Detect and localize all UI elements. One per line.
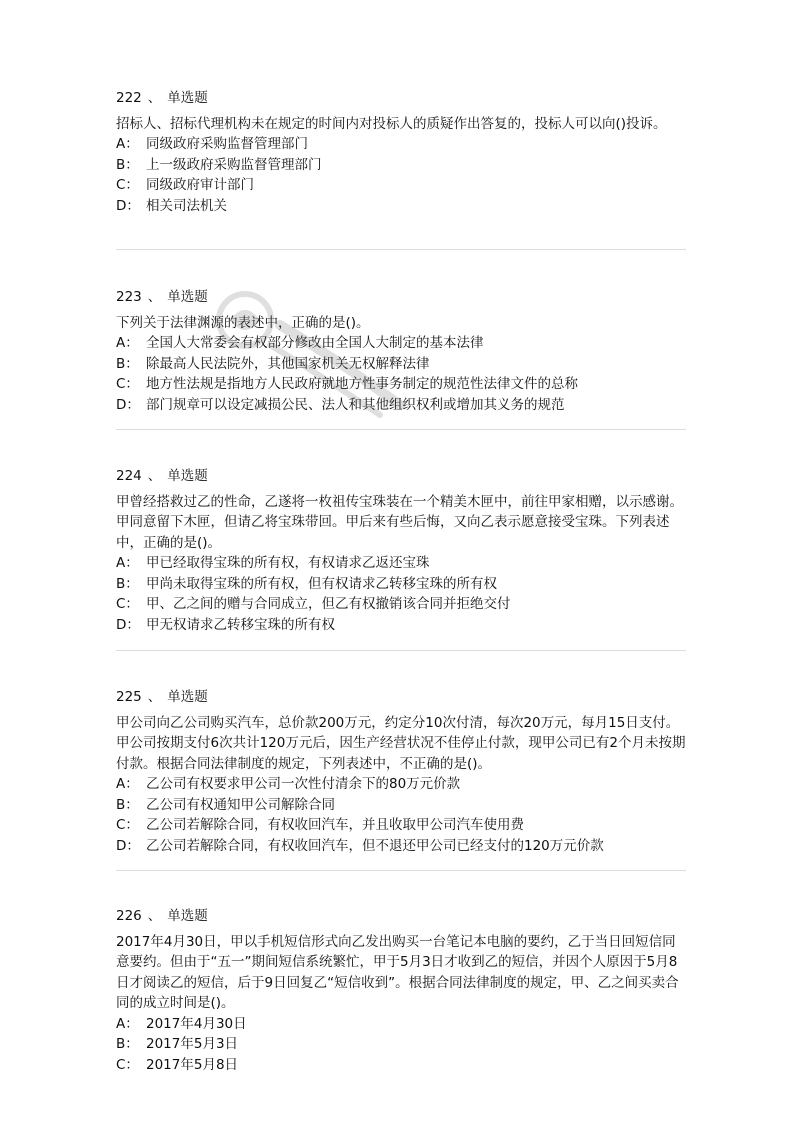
question-stem: 甲公司向乙公司购买汽车，总价款200万元，约定分10次付清，每次20万元，每月15日支付。甲公司按期支付6次共计120万元后，因生产经营状况不佳停止付款，现甲公司已有2个月未按期付款。根据合同法律制度的规定，下列表述中，不正确的是()。	[116, 714, 686, 772]
question-stem: 招标人、招标代理机构未在规定的时间内对投标人的质疑作出答复的，投标人可以向()投诉。	[116, 115, 667, 132]
option-letter: B：	[116, 156, 139, 173]
option-text: 乙公司有权通知甲公司解除合同	[146, 796, 335, 813]
option-letter: C：	[116, 596, 139, 612]
option-a	[116, 553, 686, 574]
question-224	[116, 466, 686, 635]
question-225	[116, 687, 686, 856]
question-type: 单选题	[167, 90, 208, 106]
option-text: 2017年5月8日	[146, 1056, 239, 1073]
option-text: 2017年4月30日	[146, 1015, 247, 1032]
question-type: 单选题	[167, 908, 208, 924]
question-type: 单选题	[167, 468, 208, 484]
divider	[116, 870, 686, 871]
question-separator: 、	[147, 908, 162, 924]
question-header	[116, 466, 686, 487]
option-b	[116, 354, 686, 375]
divider	[116, 249, 686, 250]
question-type: 单选题	[167, 289, 208, 305]
option-c	[116, 594, 686, 615]
option-letter: B：	[116, 575, 139, 592]
option-text: 甲已经取得宝珠的所有权，有权请求乙返还宝珠	[146, 555, 430, 571]
question-header	[116, 287, 686, 308]
option-c	[116, 815, 686, 836]
question-type: 单选题	[167, 689, 208, 705]
question-separator: 、	[147, 90, 162, 106]
option-text: 2017年5月3日	[146, 1036, 239, 1052]
question-header	[116, 687, 686, 708]
question-separator: 、	[147, 289, 162, 305]
option-a	[116, 774, 686, 795]
option-c	[116, 175, 686, 196]
option-letter: D：	[116, 616, 140, 633]
option-text: 地方性法规是指地方人民政府就地方性事务制定的规范性法律文件的总称	[146, 376, 578, 392]
question-number: 223	[116, 289, 142, 305]
option-letter: B：	[116, 355, 139, 372]
option-text: 同级政府审计部门	[146, 177, 254, 193]
option-letter: A：	[116, 136, 139, 152]
option-text: 上一级政府采购监督管理部门	[146, 156, 322, 173]
question-number: 222	[116, 90, 142, 106]
option-c	[116, 374, 686, 395]
option-a	[116, 134, 686, 155]
option-text: 同级政府采购监督管理部门	[146, 136, 308, 152]
option-a	[116, 333, 686, 354]
question-stem: 下列关于法律渊源的表述中，正确的是()。	[116, 314, 370, 331]
option-letter: D：	[116, 396, 140, 413]
question-number: 226	[116, 908, 142, 924]
option-letter: A：	[116, 335, 139, 351]
option-b	[116, 1034, 686, 1055]
option-text: 相关司法机关	[146, 197, 227, 214]
question-header	[116, 906, 686, 927]
option-letter: A：	[116, 1015, 139, 1032]
question-number: 224	[116, 468, 142, 484]
option-letter: A：	[116, 776, 139, 792]
option-d	[116, 615, 686, 636]
option-b	[116, 795, 686, 816]
option-text: 甲、乙之间的赠与合同成立，但乙有权撤销该合同并拒绝交付	[146, 596, 511, 612]
option-d	[116, 196, 686, 217]
option-text: 部门规章可以设定减损公民、法人和其他组织权利或增加其义务的规范	[146, 396, 565, 413]
option-text: 全国人大常委会有权部分修改由全国人大制定的基本法律	[146, 335, 484, 351]
question-226	[116, 906, 686, 1075]
option-text: 除最高人民法院外，其他国家机关无权解释法律	[146, 355, 430, 372]
option-text: 乙公司若解除合同，有权收回汽车，并且收取甲公司汽车使用费	[146, 817, 524, 833]
question-222	[116, 88, 686, 216]
option-letter: D：	[116, 837, 140, 854]
option-b	[116, 155, 686, 176]
option-letter: D：	[116, 197, 140, 214]
option-text: 乙公司若解除合同，有权收回汽车，但不退还甲公司已经支付的120万元价款	[146, 837, 604, 854]
option-letter: C：	[116, 1056, 139, 1073]
option-text: 甲无权请求乙转移宝珠的所有权	[146, 616, 335, 633]
question-separator: 、	[147, 689, 162, 705]
option-b	[116, 574, 686, 595]
divider	[116, 429, 686, 430]
question-separator: 、	[147, 468, 162, 484]
question-number: 225	[116, 689, 142, 705]
divider	[116, 650, 686, 651]
option-letter: A：	[116, 555, 139, 571]
option-a	[116, 1014, 686, 1035]
option-d	[116, 836, 686, 857]
option-letter: C：	[116, 376, 139, 392]
option-letter: C：	[116, 817, 139, 833]
question-223	[116, 287, 686, 415]
question-header	[116, 88, 686, 109]
option-letter: C：	[116, 177, 139, 193]
option-letter: B：	[116, 796, 139, 813]
option-c	[116, 1055, 686, 1076]
option-text: 乙公司有权要求甲公司一次性付清余下的80万元价款	[146, 776, 461, 792]
option-letter: B：	[116, 1036, 139, 1052]
question-stem: 甲曾经搭救过乙的性命，乙遂将一枚祖传宝珠装在一个精美木匣中，前往甲家相赠，以示感谢。甲同意留下木匣，但请乙将宝珠带回。甲后来有些后悔，又向乙表示愿意接受宝珠。下列表述中，正确的是()。	[116, 493, 683, 551]
option-d	[116, 395, 686, 416]
question-stem: 2017年4月30日，甲以手机短信形式向乙发出购买一台笔记本电脑的要约，乙于当日回短信同意要约。但由于“五一”期间短信系统繁忙，甲于5月3日才收到乙的短信，并因个人原因于5月8日才阅读乙的短信，后于9日回复乙“短信收到”。根据合同法律制度的规定，甲、乙之间买卖合同的成立时间是()。	[116, 933, 679, 1011]
option-text: 甲尚未取得宝珠的所有权，但有权请求乙转移宝珠的所有权	[146, 575, 497, 592]
